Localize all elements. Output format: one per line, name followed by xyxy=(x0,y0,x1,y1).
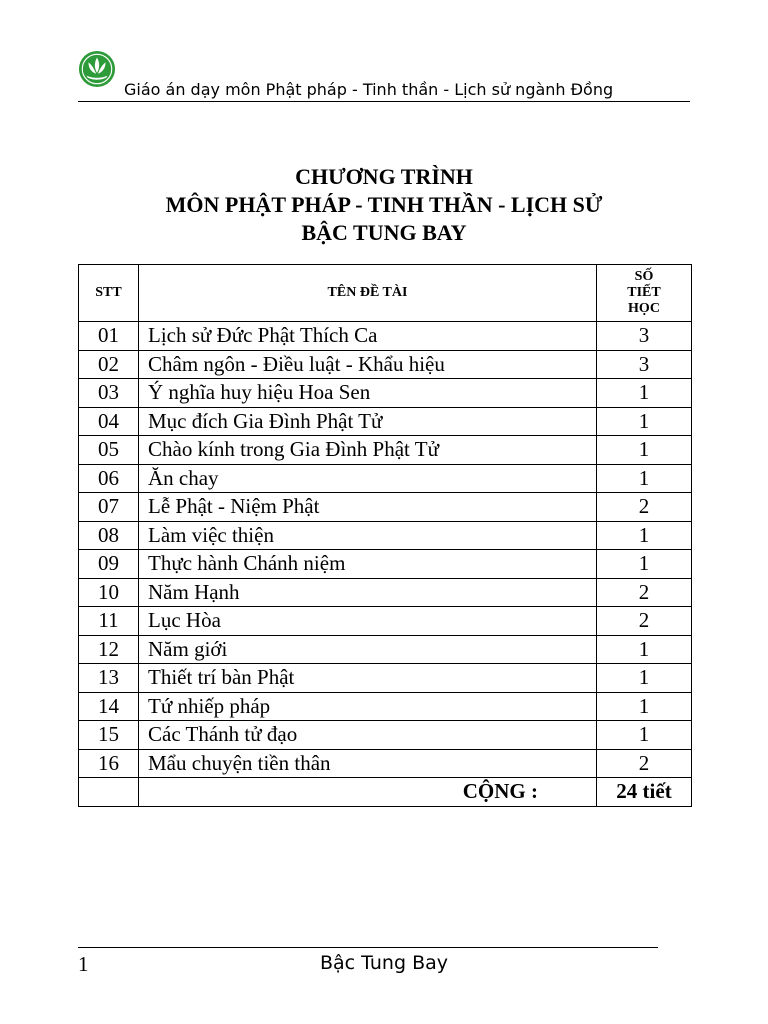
table-row xyxy=(79,550,692,579)
page-number: 1 xyxy=(78,952,89,976)
table-row xyxy=(79,521,692,550)
row-topic: Năm giới xyxy=(139,635,597,664)
row-stt: 12 xyxy=(79,635,139,664)
total-empty-cell xyxy=(79,778,139,807)
row-hours: 1 xyxy=(597,664,692,693)
table-row xyxy=(79,350,692,379)
row-hours: 2 xyxy=(597,493,692,522)
header-hours-line: HỌC xyxy=(628,301,660,316)
row-topic: Thiết trí bàn Phật xyxy=(139,664,597,693)
header-title: Giáo án dạy môn Phật pháp - Tinh thần - Lịch sử ngành Đồng xyxy=(124,80,614,99)
row-stt: 05 xyxy=(79,436,139,465)
table-total-row xyxy=(79,778,692,807)
row-topic: Mẩu chuyện tiền thân xyxy=(139,749,597,778)
row-hours: 1 xyxy=(597,521,692,550)
row-stt: 03 xyxy=(79,379,139,408)
row-stt: 15 xyxy=(79,721,139,750)
row-hours: 1 xyxy=(597,407,692,436)
header-topic-name: TÊN ĐỀ TÀI xyxy=(139,265,597,322)
footer-title: Bậc Tung Bay xyxy=(320,952,448,974)
row-hours: 1 xyxy=(597,635,692,664)
table-header-row xyxy=(79,265,692,322)
header-hours xyxy=(597,265,692,322)
footer-divider xyxy=(78,947,658,948)
row-stt: 08 xyxy=(79,521,139,550)
header-divider xyxy=(78,101,690,102)
row-stt: 07 xyxy=(79,493,139,522)
row-hours: 2 xyxy=(597,607,692,636)
table-row xyxy=(79,692,692,721)
table-row xyxy=(79,436,692,465)
table-row xyxy=(79,664,692,693)
row-hours: 3 xyxy=(597,322,692,351)
row-topic: Các Thánh tử đạo xyxy=(139,721,597,750)
row-stt: 02 xyxy=(79,350,139,379)
total-label: CỘNG : xyxy=(139,778,597,807)
row-stt: 13 xyxy=(79,664,139,693)
row-topic: Tứ nhiếp pháp xyxy=(139,692,597,721)
table-row xyxy=(79,635,692,664)
row-hours: 1 xyxy=(597,379,692,408)
row-stt: 04 xyxy=(79,407,139,436)
row-topic: Mục đích Gia Đình Phật Tử xyxy=(139,407,597,436)
table-row xyxy=(79,493,692,522)
row-stt: 16 xyxy=(79,749,139,778)
row-hours: 2 xyxy=(597,749,692,778)
row-topic: Lịch sử Đức Phật Thích Ca xyxy=(139,322,597,351)
row-topic: Ăn chay xyxy=(139,464,597,493)
row-hours: 3 xyxy=(597,350,692,379)
row-topic: Ý nghĩa huy hiệu Hoa Sen xyxy=(139,379,597,408)
row-stt: 06 xyxy=(79,464,139,493)
row-stt: 14 xyxy=(79,692,139,721)
table-row xyxy=(79,607,692,636)
row-stt: 10 xyxy=(79,578,139,607)
table-row xyxy=(79,464,692,493)
table-row xyxy=(79,578,692,607)
row-topic: Làm việc thiện xyxy=(139,521,597,550)
row-topic: Chào kính trong Gia Đình Phật Tử xyxy=(139,436,597,465)
row-topic: Thực hành Chánh niệm xyxy=(139,550,597,579)
row-topic: Châm ngôn - Điều luật - Khẩu hiệu xyxy=(139,350,597,379)
curriculum-table xyxy=(78,264,692,807)
row-hours: 1 xyxy=(597,721,692,750)
row-stt: 09 xyxy=(79,550,139,579)
row-hours: 1 xyxy=(597,550,692,579)
page-title: CHƯƠNG TRÌNH xyxy=(295,164,473,189)
page-level-title: BẬC TUNG BAY xyxy=(301,220,467,245)
row-topic: Lễ Phật - Niệm Phật xyxy=(139,493,597,522)
table-row xyxy=(79,749,692,778)
header-hours-line: TIẾT xyxy=(627,285,661,300)
table-row xyxy=(79,322,692,351)
row-stt: 01 xyxy=(79,322,139,351)
row-hours: 1 xyxy=(597,436,692,465)
lotus-logo-icon xyxy=(78,50,116,88)
row-topic: Lục Hòa xyxy=(139,607,597,636)
page-subtitle: MÔN PHẬT PHÁP - TINH THẦN - LỊCH SỬ xyxy=(165,192,603,217)
row-stt: 11 xyxy=(79,607,139,636)
row-topic: Năm Hạnh xyxy=(139,578,597,607)
row-hours: 1 xyxy=(597,692,692,721)
row-hours: 2 xyxy=(597,578,692,607)
row-hours: 1 xyxy=(597,464,692,493)
table-row xyxy=(79,721,692,750)
table-row xyxy=(79,379,692,408)
total-value: 24 tiết xyxy=(597,778,692,807)
table-row xyxy=(79,407,692,436)
header-stt: STT xyxy=(79,265,139,322)
header-hours-line: SỐ xyxy=(634,269,654,284)
